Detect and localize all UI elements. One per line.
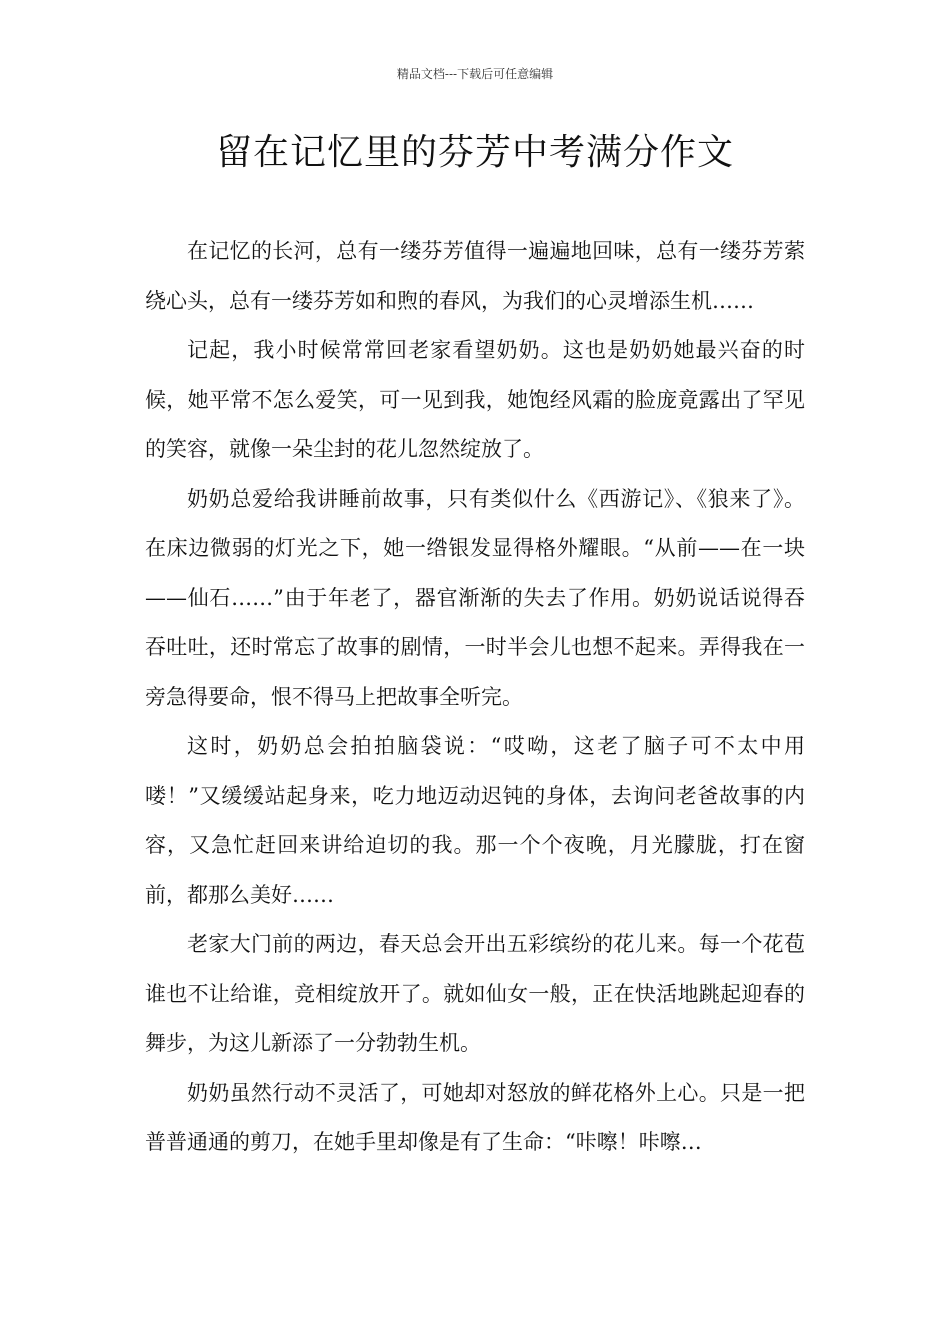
page-header: 精品文档---下载后可任意编辑 — [396, 67, 554, 81]
paragraph-1: 在记忆的长河，总有一缕芬芳值得一遍遍地回味，总有一缕芬芳萦绕心头，总有一缕芬芳如和煦的春风，为我们的心灵增添生机…… — [145, 239, 805, 313]
paragraph-6: 奶奶虽然行动不灵活了，可她却对怒放的鲜花格外上心。只是一把普普通通的剪刀，在她手里却像是有了生命：“咔嚓！咔嚓… — [145, 1080, 805, 1154]
paragraph-5: 老家大门前的两边，春天总会开出五彩缤纷的花儿来。每一个花苞谁也不让给谁，竞相绽放开了。就如仙女一般，正在快活地跳起迎春的舞步，为这儿新添了一分勃勃生机。 — [145, 932, 805, 1055]
paragraph-4: 这时，奶奶总会拍拍脑袋说：“哎呦，这老了脑子可不太中用喽！”又缓缓站起身来，吃力地迈动迟钝的身体，去询问老爸故事的内容，又急忙赶回来讲给迫切的我。那一个个夜晚，月光朦胧，打在窗前，都那么美好…… — [145, 734, 805, 907]
paragraph-3: 奶奶总爱给我讲睡前故事，只有类似什么《西游记》、《狼来了》。在床边微弱的灯光之下，她一绺银发显得格外耀眼。“从前——在一块——仙石……”由于年老了，器官渐渐的失去了作用。奶奶说话说得吞吞吐吐，还时常忘了故事的剧情，一时半会儿也想不起来。弄得我在一旁急得要命，恨不得马上把故事全听完。 — [145, 486, 805, 709]
paragraph-2: 记起，我小时候常常回老家看望奶奶。这也是奶奶她最兴奋的时候，她平常不怎么爱笑，可一见到我，她饱经风霜的脸庞竟露出了罕见的笑容，就像一朵尘封的花儿忽然绽放了。 — [145, 338, 805, 461]
document-title: 留在记忆里的芬芳中考满分作文 — [215, 132, 734, 173]
document-body — [145, 227, 805, 1168]
